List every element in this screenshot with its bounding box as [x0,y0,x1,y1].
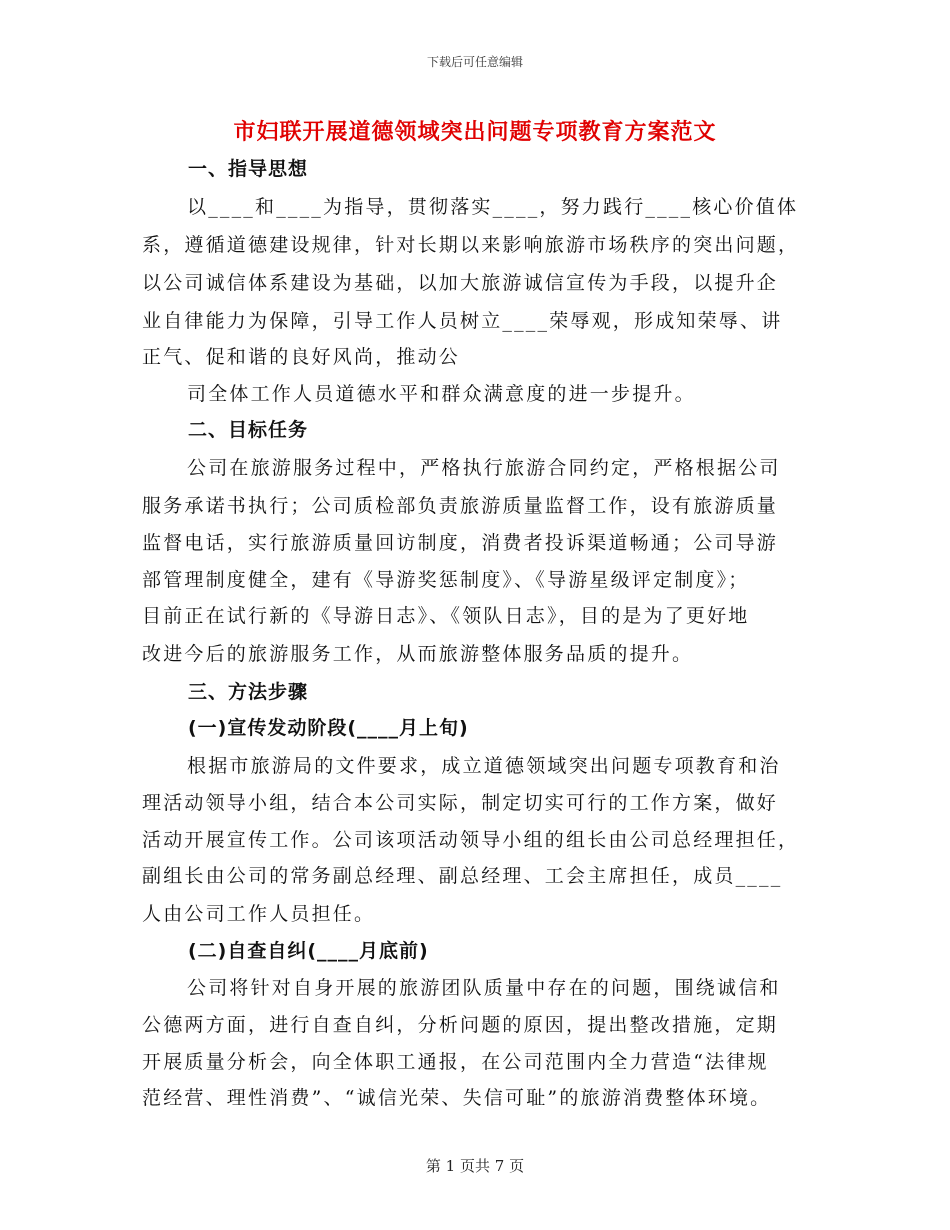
paragraph-line: 以公司诚信体系建设为基础，以加大旅游诚信宣传为手段，以提升企 [142,272,779,294]
paragraph-line: 业自律能力为保障，引导工作人员树立____荣辱观，形成知荣辱、讲 [142,310,783,332]
paragraph-line: 正气、促和谐的良好风尚，推动公 [142,346,461,368]
paragraph-line: 人由公司工作人员担任。 [142,903,376,925]
paragraph-line: 副组长由公司的常务副总经理、副总经理、工会主席担任，成员____ [142,865,783,887]
section-heading-1: 一、指导思想 [188,158,309,180]
paragraph-line: 部管理制度健全，建有《导游奖惩制度》、《导游星级评定制度》； [142,569,750,591]
paragraph-line: 理活动领导小组，结合本公司实际，制定切实可行的工作方案，做好 [142,792,779,814]
paragraph-line: 目前正在试行新的《导游日志》、《领队日志》，目的是为了更好地 [142,605,750,627]
paragraph-line: 司全体工作人员道德水平和群众满意度的进一步提升。 [187,383,696,405]
paragraph-line: 公德两方面，进行自查自纠，分析问题的原因，提出整改措施，定期 [142,1014,779,1036]
paragraph-line: 范经营、理性消费”、“诚信光荣、失信可耻”的旅游消费整体环境。 [142,1087,772,1109]
paragraph-line: 公司将针对自身开展的旅游团队质量中存在的问题，围绕诚信和 [187,977,781,999]
header-note: 下载后可任意编辑 [426,55,523,69]
subsection-heading-1: (一)宣传发动阶段(____月上旬) [188,717,469,739]
document-title: 市妇联开展道德领域突出问题专项教育方案范文 [233,119,717,145]
paragraph-line: 公司在旅游服务过程中，严格执行旅游合同约定，严格根据公司 [187,457,781,479]
paragraph-line: 改进今后的旅游服务工作，从而旅游整体服务品质的提升。 [142,643,694,665]
paragraph-line: 以____和____为指导，贯彻落实____，努力践行____核心价值体 [187,196,799,218]
paragraph-line: 系，遵循道德建设规律，针对长期以来影响旅游市场秩序的突出问题， [142,234,800,256]
section-heading-3: 三、方法步骤 [188,681,309,703]
paragraph-line: 服务承诺书执行；公司质检部负责旅游质量监督工作，设有旅游质量 [142,495,779,517]
page-number: 第 1 页共 7 页 [425,1157,525,1175]
section-heading-2: 二、目标任务 [188,419,309,441]
paragraph-line: 监督电话，实行旅游质量回访制度，消费者投诉渠道畅通；公司导游 [142,532,779,554]
paragraph-line: 根据市旅游局的文件要求，成立道德领域突出问题专项教育和治 [187,755,781,777]
subsection-heading-2: (二)自查自纠(____月底前) [188,940,429,962]
paragraph-line: 开展质量分析会，向全体职工通报，在公司范围内全力营造“法律规 [142,1051,769,1073]
paragraph-line: 活动开展宣传工作。公司该项活动领导小组的组长由公司总经理担任， [142,829,800,851]
